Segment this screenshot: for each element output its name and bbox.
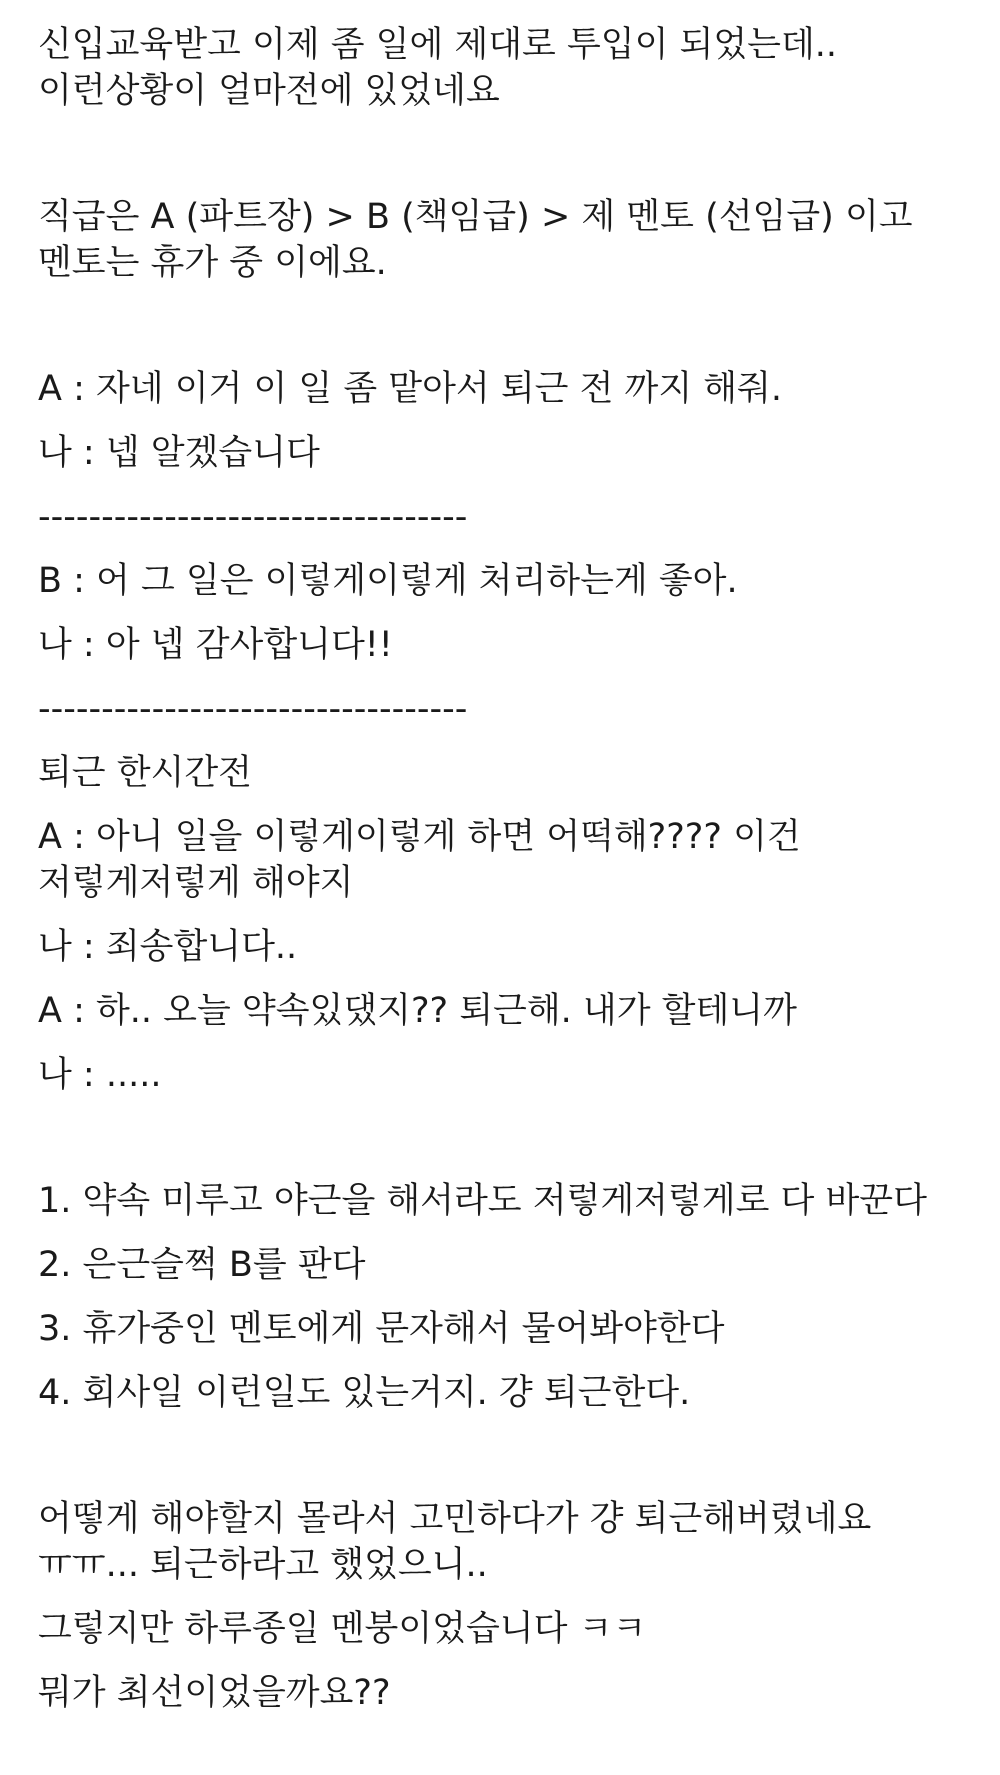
spacer <box>38 1098 968 1178</box>
outro-text: 뭐가 최선이었을까요?? <box>38 1673 391 1713</box>
dialog-line: 나 : 넵 알겠습니다 <box>38 433 320 473</box>
option-item: 1. 약속 미루고 야근을 해서라도 저렇게저렇게로 다 바꾼다 <box>38 1181 927 1221</box>
option-item: 4. 회사일 이런일도 있는거지. 걍 퇴근한다. <box>38 1373 691 1413</box>
option-item: 2. 은근슬쩍 B를 판다 <box>38 1245 366 1285</box>
outro-text: 그렇지만 하루종일 멘붕이었습니다 ㅋㅋ <box>38 1609 647 1649</box>
post-body <box>38 22 968 1716</box>
outro-text: 어떻게 해야할지 몰라서 고민하다가 걍 퇴근해버렸네요 ㅠㅠ... 퇴근하라고 했었으니.. <box>38 1499 883 1585</box>
dialog-line: B : 어 그 일은 이렇게이렇게 처리하는게 좋아. <box>38 561 738 601</box>
intro-text: 신입교육받고 이제 좀 일에 제대로 투입이 되었는데.. 이런상황이 얼마전에 있었네요 <box>38 25 849 111</box>
separator: ---------------------------------- <box>38 689 468 729</box>
dialog-line: 나 : 아 넵 감사합니다!! <box>38 625 393 665</box>
dialog-line: A : 아니 일을 이렇게이렇게 하면 어떡해???? 이건 저렇게저렇게 해야지 <box>38 817 812 903</box>
spacer <box>38 114 968 194</box>
option-item: 3. 휴가중인 멘토에게 문자해서 물어봐야한다 <box>38 1309 725 1349</box>
dialog-line: A : 하.. 오늘 약속있댔지?? 퇴근해. 내가 할테니까 <box>38 991 797 1031</box>
separator: ---------------------------------- <box>38 497 468 537</box>
dialog-line: A : 자네 이거 이 일 좀 맡아서 퇴근 전 까지 해줘. <box>38 369 783 409</box>
spacer <box>38 286 968 366</box>
spacer <box>38 1416 968 1496</box>
section-header: 퇴근 한시간전 <box>38 753 252 793</box>
dialog-line: 나 : 죄송합니다.. <box>38 927 298 967</box>
ranks-text: 직급은 A (파트장) > B (책임급) > 제 멘토 (선임급) 이고 멘토는 휴가 중 이에요. <box>38 197 924 283</box>
dialog-line: 나 : ..... <box>38 1055 162 1095</box>
